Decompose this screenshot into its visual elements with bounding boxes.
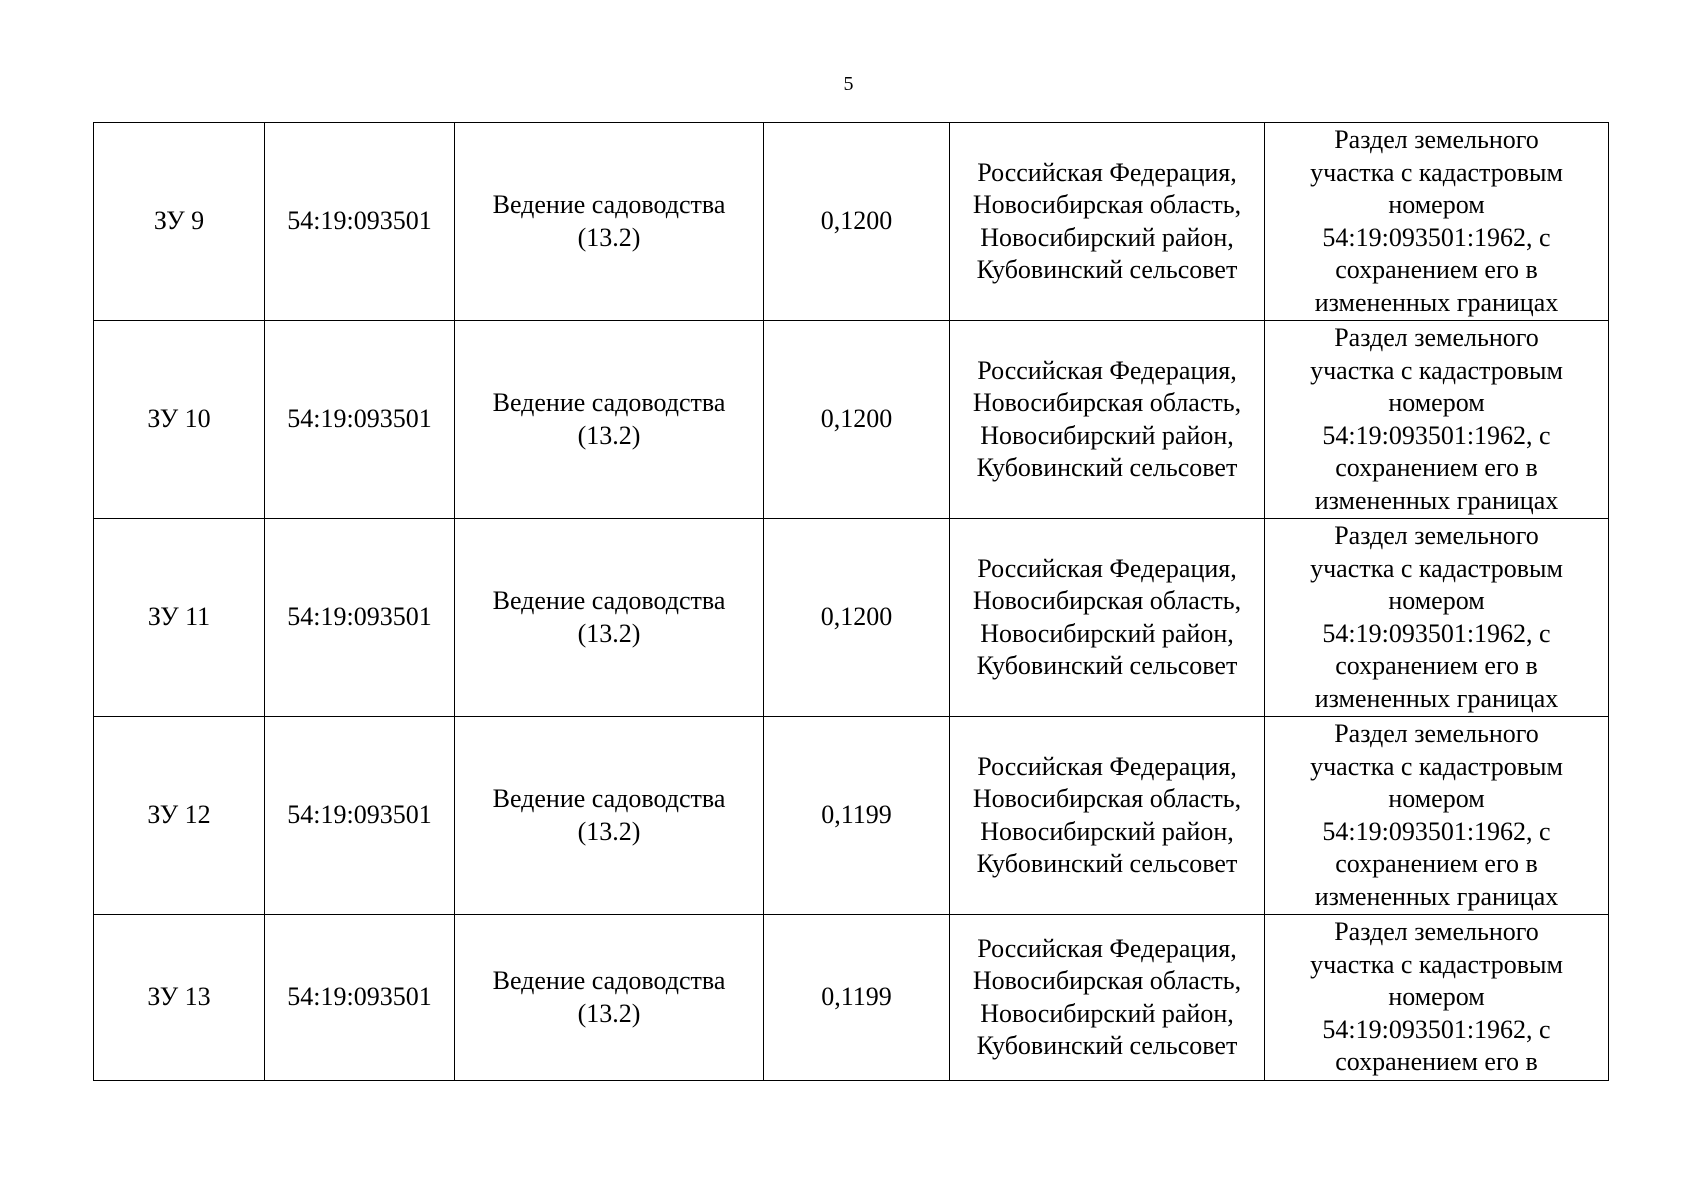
permitted-use-name: Ведение садоводства xyxy=(492,190,726,219)
permitted-use-code: (13.2) xyxy=(577,420,641,450)
permitted-use xyxy=(455,321,764,519)
note-line: сохранением его в xyxy=(1335,453,1538,482)
note-line: номером xyxy=(1388,982,1485,1011)
permitted-use-name: Ведение садоводства xyxy=(492,966,726,995)
permitted-use-code: (13.2) xyxy=(577,816,641,846)
note-line: участка с кадастровым xyxy=(1310,553,1563,583)
note-line: измененных границах xyxy=(1314,683,1559,713)
address-line: Российская Федерация, xyxy=(977,933,1237,963)
address-line: Российская Федерация, xyxy=(977,355,1237,385)
address-line: Новосибирская область, xyxy=(972,388,1242,417)
note-line: участка с кадастровым xyxy=(1310,751,1563,781)
address-line: Новосибирский район, xyxy=(980,222,1234,252)
address-line: Кубовинский сельсовет xyxy=(976,849,1238,878)
table-row xyxy=(94,321,1609,519)
address-line: Кубовинский сельсовет xyxy=(976,255,1238,284)
note-line: 54:19:093501:1962, с xyxy=(1322,420,1551,450)
address-line: Новосибирский район, xyxy=(980,816,1234,846)
permitted-use xyxy=(455,717,764,915)
parcel-area: 0,1200 xyxy=(764,519,950,717)
parcel-designation: ЗУ 10 xyxy=(94,321,265,519)
note-line: номером xyxy=(1388,586,1485,615)
permitted-use xyxy=(455,519,764,717)
parcel-area: 0,1199 xyxy=(764,717,950,915)
cadastral-quarter: 54:19:093501 xyxy=(265,915,455,1081)
note-line: номером xyxy=(1388,190,1485,219)
permitted-use-name: Ведение садоводства xyxy=(492,784,726,813)
parcel-designation: ЗУ 13 xyxy=(94,915,265,1081)
cadastral-quarter: 54:19:093501 xyxy=(265,519,455,717)
address-line: Новосибирская область, xyxy=(972,586,1242,615)
address-line: Новосибирский район, xyxy=(980,998,1234,1028)
table-row xyxy=(94,123,1609,321)
address-line: Кубовинский сельсовет xyxy=(976,651,1238,680)
cadastral-quarter: 54:19:093501 xyxy=(265,717,455,915)
address-line: Российская Федерация, xyxy=(977,553,1237,583)
note-line: участка с кадастровым xyxy=(1310,949,1563,979)
table-row xyxy=(94,915,1609,1081)
formation-note xyxy=(1265,717,1609,915)
note-line: 54:19:093501:1962, с xyxy=(1322,618,1551,648)
note-line: Раздел земельного xyxy=(1334,917,1539,946)
note-line: измененных границах xyxy=(1314,881,1559,911)
table-row xyxy=(94,717,1609,915)
table-row xyxy=(94,519,1609,717)
formation-note xyxy=(1265,123,1609,321)
parcel-designation: ЗУ 12 xyxy=(94,717,265,915)
parcels-table xyxy=(93,122,1609,1081)
parcel-address xyxy=(950,321,1265,519)
page-number: 5 xyxy=(843,73,854,95)
address-line: Новосибирский район, xyxy=(980,618,1234,648)
permitted-use-code: (13.2) xyxy=(577,998,641,1028)
address-line: Новосибирский район, xyxy=(980,420,1234,450)
formation-note xyxy=(1265,321,1609,519)
parcel-area: 0,1200 xyxy=(764,123,950,321)
note-line: участка с кадастровым xyxy=(1310,157,1563,187)
formation-note xyxy=(1265,519,1609,717)
note-line: сохранением его в xyxy=(1335,1047,1538,1076)
note-line: номером xyxy=(1388,784,1485,813)
note-line: измененных границах xyxy=(1314,485,1559,515)
address-line: Российская Федерация, xyxy=(977,157,1237,187)
note-line: 54:19:093501:1962, с xyxy=(1322,222,1551,252)
address-line: Кубовинский сельсовет xyxy=(976,1031,1238,1060)
permitted-use-name: Ведение садоводства xyxy=(492,388,726,417)
parcel-address xyxy=(950,717,1265,915)
note-line: Раздел земельного xyxy=(1334,719,1539,748)
address-line: Российская Федерация, xyxy=(977,751,1237,781)
address-line: Новосибирская область, xyxy=(972,190,1242,219)
parcel-address xyxy=(950,915,1265,1081)
note-line: сохранением его в xyxy=(1335,255,1538,284)
note-line: Раздел земельного xyxy=(1334,521,1539,550)
parcel-area: 0,1199 xyxy=(764,915,950,1081)
parcel-address xyxy=(950,123,1265,321)
note-line: измененных границах xyxy=(1314,287,1559,317)
note-line: сохранением его в xyxy=(1335,849,1538,878)
note-line: 54:19:093501:1962, с xyxy=(1322,816,1551,846)
parcel-designation: ЗУ 11 xyxy=(94,519,265,717)
permitted-use xyxy=(455,915,764,1081)
note-line: участка с кадастровым xyxy=(1310,355,1563,385)
address-line: Новосибирская область, xyxy=(972,784,1242,813)
address-line: Кубовинский сельсовет xyxy=(976,453,1238,482)
formation-note xyxy=(1265,915,1609,1081)
permitted-use-code: (13.2) xyxy=(577,222,641,252)
parcel-address xyxy=(950,519,1265,717)
permitted-use-name: Ведение садоводства xyxy=(492,586,726,615)
note-line: 54:19:093501:1962, с xyxy=(1322,1014,1551,1044)
cadastral-quarter: 54:19:093501 xyxy=(265,123,455,321)
permitted-use-code: (13.2) xyxy=(577,618,641,648)
note-line: сохранением его в xyxy=(1335,651,1538,680)
parcel-area: 0,1200 xyxy=(764,321,950,519)
note-line: Раздел земельного xyxy=(1334,323,1539,352)
permitted-use xyxy=(455,123,764,321)
parcel-designation: ЗУ 9 xyxy=(94,123,265,321)
note-line: номером xyxy=(1388,388,1485,417)
cadastral-quarter: 54:19:093501 xyxy=(265,321,455,519)
note-line: Раздел земельного xyxy=(1334,125,1539,154)
address-line: Новосибирская область, xyxy=(972,966,1242,995)
